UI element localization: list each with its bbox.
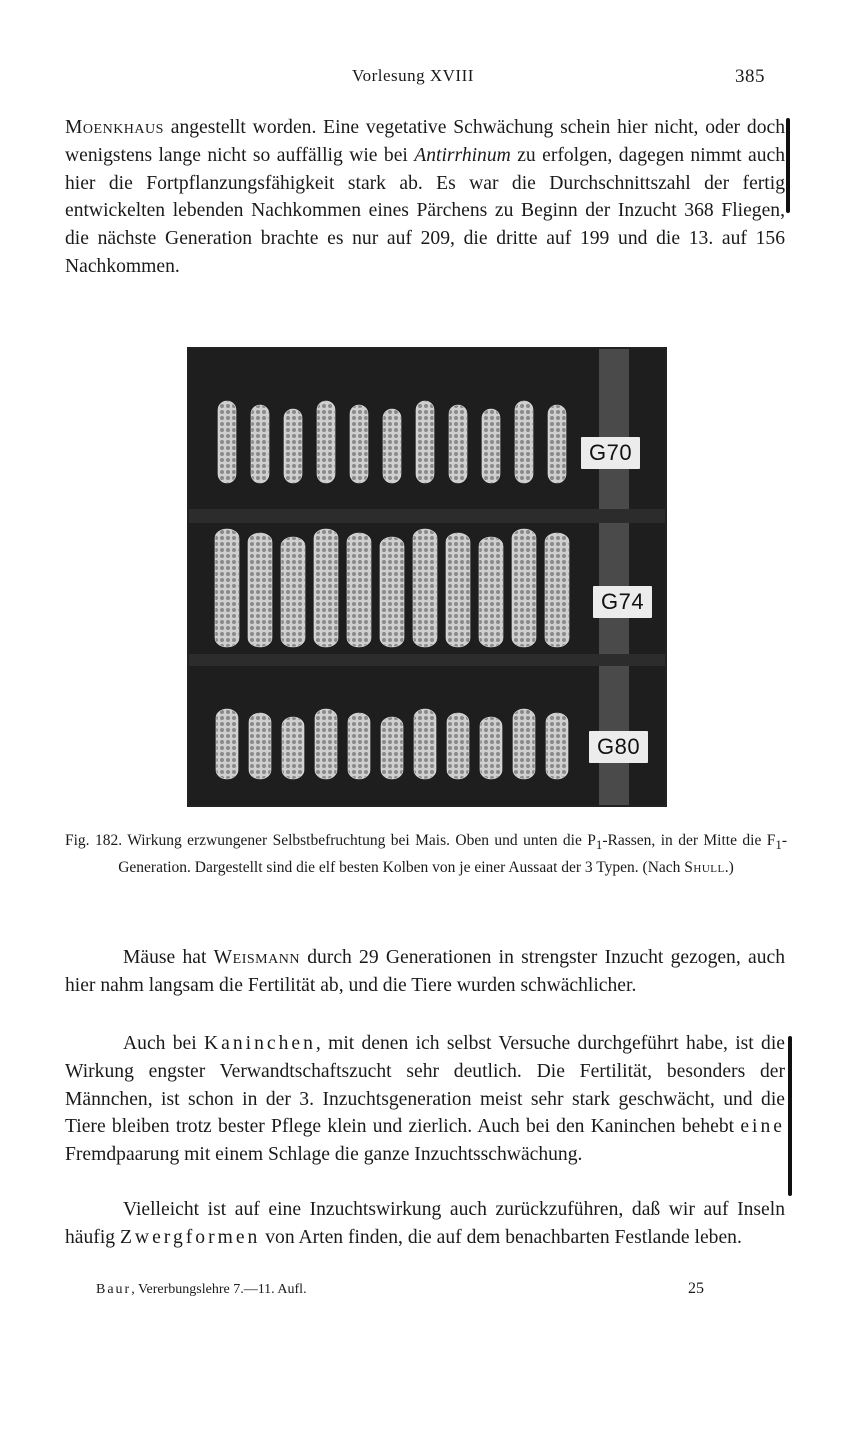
- corn-ear-bottom: [216, 709, 238, 779]
- corn-ear-bottom: [249, 713, 271, 779]
- corn-ear-top: [482, 409, 500, 483]
- corn-ear-top: [449, 405, 467, 483]
- caption-text: .): [724, 858, 734, 876]
- corn-ear-bottom: [315, 709, 337, 779]
- corn-ear-middle: [281, 537, 305, 647]
- corn-ear-top: [515, 401, 533, 483]
- emphasized-word: eine: [740, 1116, 785, 1138]
- caption-text: -Generation. Dargestellt sind die elf besten Kolben von je einer Aussaat der 3 Typen. (Nach: [118, 832, 787, 876]
- margin-bracket: [788, 1036, 792, 1196]
- footer-book: , Vererbungslehre 7.—11. Aufl.: [131, 1282, 307, 1297]
- label-card-top: G70: [581, 437, 640, 469]
- corn-ear-middle: [314, 529, 338, 647]
- paragraph-rabbits: [65, 1030, 785, 1169]
- author-name: Weismann: [213, 947, 300, 968]
- corn-ear-middle: [347, 533, 371, 647]
- corn-ear-top: [548, 405, 566, 483]
- text: Mäuse hat: [123, 947, 214, 968]
- corn-ear-middle: [446, 533, 470, 647]
- paragraph-mice: [65, 944, 785, 1000]
- text: durch 29 Generationen in strengster Inzucht gezogen, auch hier nahm langsam die Fertilität ab, und die Tiere wurden schwächlicher.: [65, 947, 785, 996]
- figure-caption: [65, 830, 787, 879]
- corn-ear-bottom: [480, 717, 502, 779]
- corn-ear-bottom: [414, 709, 436, 779]
- text: Auch bei: [123, 1033, 204, 1054]
- subscript: 1: [595, 837, 603, 853]
- paragraph-moenkhaus: [65, 114, 785, 281]
- label-card-bottom: G80: [589, 731, 648, 763]
- corn-ear-bottom: [513, 709, 535, 779]
- author-name: Shull: [684, 858, 725, 876]
- emphasized-word: Kaninchen: [204, 1033, 316, 1054]
- corn-ear-top: [218, 401, 236, 483]
- text: Vielleicht ist auf eine Inzuchtswirkung auch zurückzuführen, daß wir auf Inseln häufig: [65, 1199, 785, 1248]
- running-title: Vorlesung XVIII: [352, 66, 474, 85]
- shelf-board: [189, 509, 665, 523]
- corn-ear-bottom: [348, 713, 370, 779]
- sheet-signature: 25: [688, 1280, 704, 1297]
- shelf-board: [189, 654, 665, 666]
- italic-genus: Antirrhinum: [414, 144, 511, 166]
- corn-ear-middle: [248, 533, 272, 647]
- author-name: Moenkhaus: [65, 117, 164, 138]
- footer-book-title: [96, 1282, 307, 1298]
- corn-ear-top: [416, 401, 434, 483]
- corn-ear-bottom: [447, 713, 469, 779]
- corn-ear-bottom: [546, 713, 568, 779]
- corn-ear-top: [317, 401, 335, 483]
- emphasized-word: Zwergformen: [119, 1226, 261, 1248]
- corn-ear-middle: [215, 529, 239, 647]
- corn-ear-top: [284, 409, 302, 483]
- text: Fremdpaarung mit einem Schlage die ganze Inzuchtsschwächung.: [65, 1144, 583, 1166]
- corn-ear-bottom: [381, 717, 403, 779]
- text: von Arten finden, die auf dem benachbarten Festlande leben.: [260, 1226, 742, 1248]
- margin-bracket: [786, 118, 790, 213]
- page-number: 385: [735, 66, 765, 87]
- paragraph-islands: [65, 1196, 785, 1252]
- running-head: [0, 66, 850, 90]
- corn-ear-bottom: [282, 717, 304, 779]
- subscript: 1: [775, 837, 782, 853]
- corn-ear-middle: [512, 529, 536, 647]
- text: , mit denen ich selbst Versuche durchgeführt habe, ist die Wirkung engster Verwandtschaftszucht sehr deutlich. Die Fertilität, besonders der Männchen, ist schon in der 3. Inzuchtsgeneration meist sehr stark geschwächt, und die Tiere bleiben trotz bester Pflege klein und zierlich. Auch bei den Kaninchen behebt: [65, 1033, 785, 1138]
- page-footer: [0, 1282, 850, 1304]
- corn-ear-top: [251, 405, 269, 483]
- corn-ear-middle: [545, 533, 569, 647]
- caption-text: Fig. 182. Wirkung erzwungener Selbstbefruchtung bei Mais. Oben und unten die P: [65, 832, 596, 849]
- corn-ear-middle: [479, 537, 503, 647]
- label-card-middle: G74: [593, 586, 652, 618]
- corn-ear-middle: [380, 537, 404, 647]
- corn-ear-top: [350, 405, 368, 483]
- text: zu erfolgen, dagegen nimmt auch hier die Fortpflanzungsfähigkeit stark ab. Es war die Durchschnittszahl der fertig entwickelten lebenden Nachkommen eines Pärchens zu Beginn der Inzucht 368 Fliegen, die nächste Generation brachte es nur auf 209, die dritte auf 199 und die 13. auf 156 Nachkommen.: [65, 144, 785, 277]
- corn-photograph: [187, 347, 667, 807]
- text: angestellt worden. Eine vegetative Schwächung schein hier nicht, oder doch wenigstens lange nicht so auffällig wie bei: [65, 117, 785, 166]
- corn-ear-middle: [413, 529, 437, 647]
- corn-ear-top: [383, 409, 401, 483]
- caption-text: -Rassen, in der Mitte die F: [602, 832, 776, 849]
- footer-author: Baur: [96, 1282, 132, 1297]
